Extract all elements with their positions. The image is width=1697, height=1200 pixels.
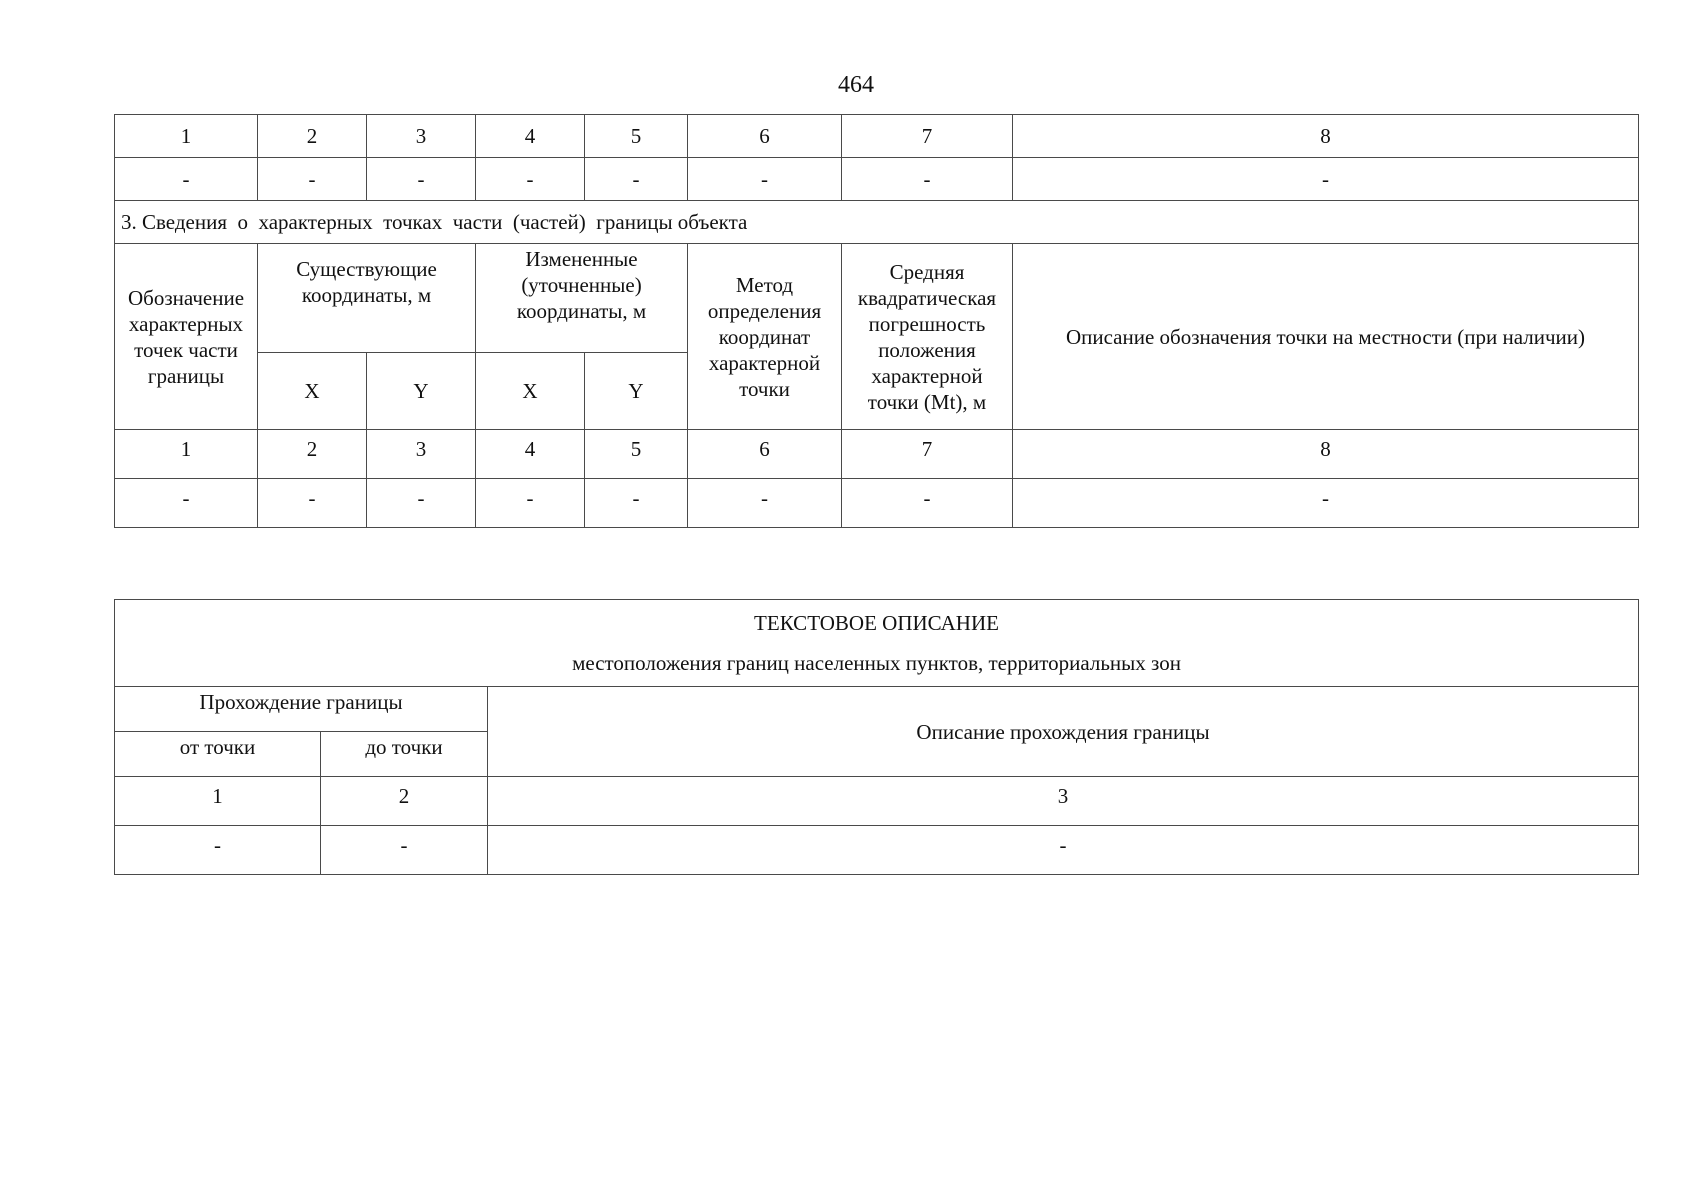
description-title: ТЕКСТОВОЕ ОПИСАНИЕ bbox=[754, 611, 999, 635]
col-number: 4 bbox=[476, 430, 585, 479]
header-mean-error: Средняя квадратическая погрешность положения характерной точки (Mt), м bbox=[842, 244, 1013, 430]
table-cell: - bbox=[1013, 158, 1639, 201]
col-number: 7 bbox=[842, 430, 1013, 479]
header-existing-coords: Существующие координаты, м bbox=[258, 244, 476, 353]
col-number: 3 bbox=[367, 430, 476, 479]
col-number: 8 bbox=[1013, 115, 1639, 158]
col-number: 2 bbox=[258, 430, 367, 479]
table-cell: - bbox=[1013, 479, 1639, 528]
col-number: 7 bbox=[842, 115, 1013, 158]
table-cell: - bbox=[842, 479, 1013, 528]
table-cell: - bbox=[476, 479, 585, 528]
col-number: 5 bbox=[585, 115, 688, 158]
description-title-row bbox=[115, 600, 1639, 687]
column-numbers-row bbox=[115, 115, 1639, 158]
table-cell: - bbox=[585, 479, 688, 528]
header-boundary-passage: Прохождение границы bbox=[115, 687, 488, 732]
col-number: 5 bbox=[585, 430, 688, 479]
col-number: 3 bbox=[367, 115, 476, 158]
table-cell: - bbox=[688, 158, 842, 201]
boundary-points-table bbox=[114, 114, 1639, 528]
header-point-description: Описание обозначения точки на местности (при наличии) bbox=[1013, 244, 1639, 430]
page-number: 464 bbox=[838, 72, 874, 98]
col-number: 1 bbox=[115, 430, 258, 479]
table-cell: - bbox=[115, 479, 258, 528]
boundary-description-table bbox=[114, 599, 1639, 875]
col-number: 6 bbox=[688, 430, 842, 479]
col-number: 8 bbox=[1013, 430, 1639, 479]
header-y: Y bbox=[367, 353, 476, 430]
header-row bbox=[115, 244, 1639, 353]
header-method: Метод определения координат характерной точки bbox=[688, 244, 842, 430]
table-cell: - bbox=[115, 826, 321, 875]
col-number: 2 bbox=[258, 115, 367, 158]
header-x: X bbox=[258, 353, 367, 430]
table-cell: - bbox=[258, 158, 367, 201]
col-number: 1 bbox=[115, 777, 321, 826]
col-number: 2 bbox=[321, 777, 488, 826]
table-cell: - bbox=[476, 158, 585, 201]
table-cell: - bbox=[688, 479, 842, 528]
description-subtitle: местоположения границ населенных пунктов, территориальных зон bbox=[572, 651, 1181, 675]
table-cell: - bbox=[258, 479, 367, 528]
col-number: 6 bbox=[688, 115, 842, 158]
header-from-point: от точки bbox=[115, 732, 321, 777]
table-cell: - bbox=[488, 826, 1639, 875]
col-number: 4 bbox=[476, 115, 585, 158]
empty-data-row bbox=[115, 158, 1639, 201]
description-title-cell bbox=[115, 600, 1639, 687]
header-to-point: до точки bbox=[321, 732, 488, 777]
table-cell: - bbox=[842, 158, 1013, 201]
section-title-row bbox=[115, 201, 1639, 244]
table-cell: - bbox=[321, 826, 488, 875]
table-cell: - bbox=[367, 158, 476, 201]
column-numbers-row bbox=[115, 430, 1639, 479]
empty-data-row bbox=[115, 826, 1639, 875]
col-number: 1 bbox=[115, 115, 258, 158]
header-y: Y bbox=[585, 353, 688, 430]
table-cell: - bbox=[585, 158, 688, 201]
col-number: 3 bbox=[488, 777, 1639, 826]
table-cell: - bbox=[367, 479, 476, 528]
section-title: 3. Сведения о характерных точках части (частей) границы объекта bbox=[115, 201, 1639, 244]
empty-data-row bbox=[115, 479, 1639, 528]
header-x: X bbox=[476, 353, 585, 430]
header-row bbox=[115, 687, 1639, 732]
header-changed-coords: Измененные (уточненные) координаты, м bbox=[476, 244, 688, 353]
column-numbers-row bbox=[115, 777, 1639, 826]
header-point-designation: Обозначение характерных точек части границы bbox=[115, 244, 258, 430]
header-passage-description: Описание прохождения границы bbox=[488, 687, 1639, 777]
table-cell: - bbox=[115, 158, 258, 201]
